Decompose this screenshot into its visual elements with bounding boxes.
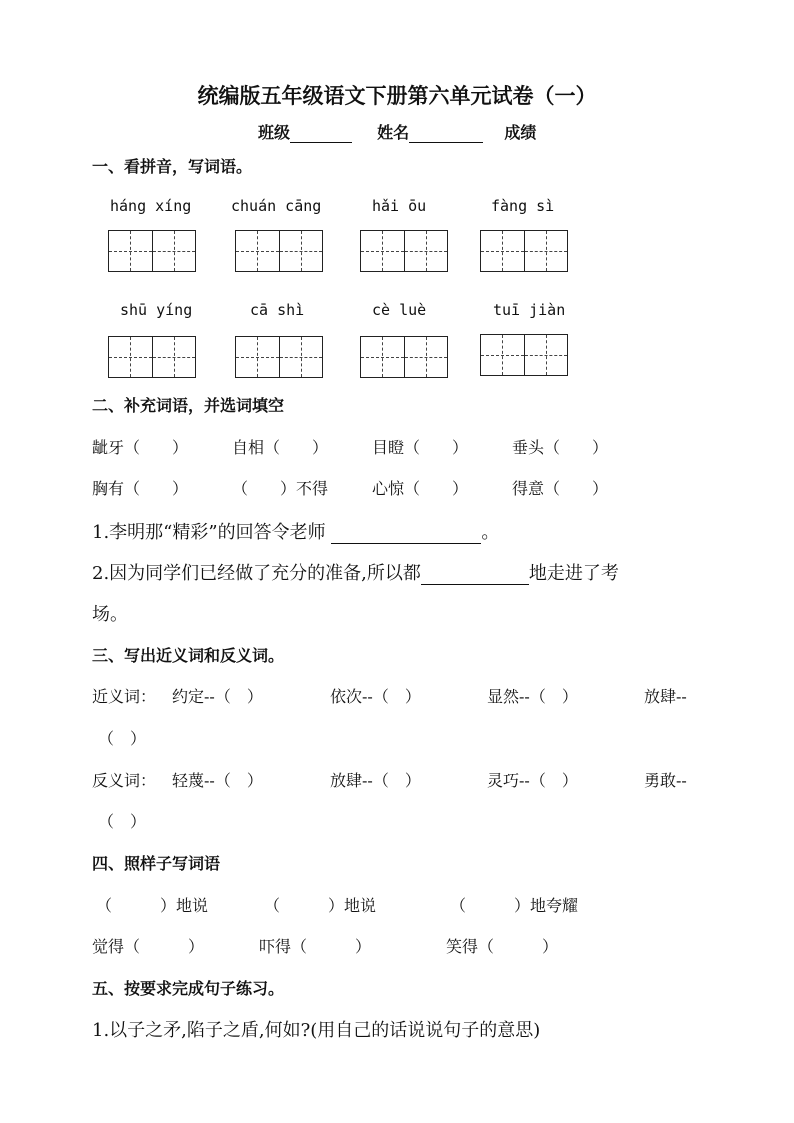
pattern-item: 吓得（ ） [259, 937, 372, 956]
pinyin-5: shū yíng [120, 301, 193, 319]
question-end: 地走进了考 [528, 563, 619, 584]
fill-question-1 [92, 518, 499, 544]
idiom-item: 心惊（ ） [372, 479, 469, 498]
question-text: 1.李明那“精彩”的回答令老师 [92, 522, 326, 543]
pinyin-4: fàng sì [491, 197, 555, 215]
synonym-item: 依次--（ ） [330, 687, 421, 706]
pinyin-6: cā shì [250, 301, 305, 319]
score-label: 成绩 [504, 123, 537, 142]
pattern-item: 觉得（ ） [92, 937, 205, 956]
synonym-item: 约定--（ ） [172, 687, 263, 706]
writing-grid-2[interactable] [235, 230, 323, 272]
synonym-item: 显然--（ ） [487, 687, 578, 706]
section1-heading: 一、看拼音，写词语。 [92, 157, 253, 176]
writing-grid-5[interactable] [108, 336, 196, 378]
section2-heading: 二、补充词语，并选词填空 [92, 396, 285, 415]
fill-question-2 [92, 559, 619, 585]
writing-grid-6[interactable] [235, 336, 323, 378]
name-label: 姓名 [377, 123, 410, 142]
writing-grid-3[interactable] [360, 230, 448, 272]
section4-heading: 四、照样子写词语 [92, 854, 221, 873]
question-text: 2.因为同学们已经做了充分的准备,所以都 [92, 563, 421, 584]
idiom-item: 胸有（ ） [92, 479, 189, 498]
pattern-item: （ ）地说 [96, 896, 209, 915]
answer-blank[interactable] [331, 525, 481, 544]
pattern-item: （ ）地说 [264, 896, 377, 915]
section3-heading: 三、写出近义词和反义词。 [92, 646, 285, 665]
pinyin-3: hǎi ōu [372, 197, 427, 215]
writing-grid-7[interactable] [360, 336, 448, 378]
idiom-item: 得意（ ） [512, 479, 609, 498]
antonym-item: 轻蔑--（ ） [172, 771, 263, 790]
class-blank[interactable] [290, 126, 352, 143]
student-info-line [258, 120, 536, 143]
synonym-continuation: （ ） [98, 729, 147, 748]
pattern-item: （ ）地夸耀 [450, 896, 579, 915]
pinyin-8: tuī jiàn [493, 301, 566, 319]
idiom-item: 垂头（ ） [512, 438, 609, 457]
synonym-item: 放肆-- [644, 687, 687, 706]
writing-grid-8[interactable] [480, 334, 568, 376]
writing-grid-4[interactable] [480, 230, 568, 272]
pinyin-7: cè luè [372, 301, 427, 319]
antonym-item: 灵巧--（ ） [487, 771, 578, 790]
question-continuation: 场。 [92, 604, 128, 625]
question-end: 。 [481, 522, 500, 543]
writing-grid-1[interactable] [108, 230, 196, 272]
pinyin-1: háng xíng [110, 197, 192, 215]
sentence-question-1: 1.以子之矛,陷子之盾,何如?(用自己的话说说句子的意思) [92, 1020, 541, 1041]
pinyin-2: chuán cāng [231, 197, 322, 215]
section5-heading: 五、按要求完成句子练习。 [92, 979, 285, 998]
antonym-item: 勇敢-- [644, 771, 687, 790]
synonym-label: 近义词： [92, 687, 157, 706]
antonym-item: 放肆--（ ） [330, 771, 421, 790]
antonym-label: 反义词： [92, 771, 157, 790]
name-blank[interactable] [409, 126, 483, 143]
antonym-continuation: （ ） [98, 812, 147, 831]
class-label: 班级 [258, 123, 291, 142]
page-title: 统编版五年级语文下册第六单元试卷（一） [197, 83, 597, 108]
idiom-item: 龇牙（ ） [92, 438, 189, 457]
idiom-item: （ ）不得 [232, 479, 329, 498]
idiom-item: 自相（ ） [232, 438, 329, 457]
answer-blank[interactable] [421, 566, 529, 585]
idiom-item: 目瞪（ ） [372, 438, 469, 457]
pattern-item: 笑得（ ） [446, 937, 559, 956]
